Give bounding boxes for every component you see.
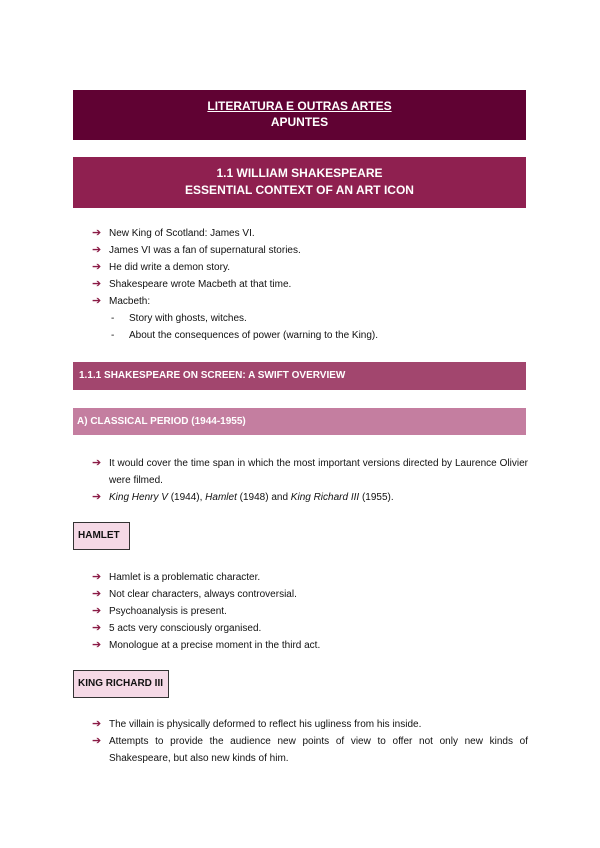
list-item: ➔ New King of Scotland: James VI.	[92, 225, 528, 242]
dash-icon: -	[111, 313, 115, 324]
arrow-right-icon: ➔	[92, 244, 102, 256]
subsection-heading: A) CLASSICAL PERIOD (1944-1955)	[73, 408, 526, 435]
arrow-right-icon: ➔	[92, 588, 102, 600]
list-item: ➔ Hamlet is a problematic character.	[92, 569, 528, 586]
hamlet-bullet-list	[92, 569, 528, 654]
sub-list-item: - Story with ghosts, witches.	[109, 310, 528, 327]
list-item: ➔ Not clear characters, always controversial.	[92, 586, 528, 603]
list-item: ➔ He did write a demon story.	[92, 259, 528, 276]
arrow-right-icon: ➔	[92, 718, 102, 730]
arrow-right-icon: ➔	[92, 491, 102, 503]
arrow-right-icon: ➔	[92, 278, 102, 290]
list-item: ➔ The villain is physically deformed to reflect his ugliness from his inside.	[92, 716, 528, 733]
classical-bullet-list	[92, 455, 528, 506]
list-item: ➔ It would cover the time span in which the most important versions directed by Laurence Olivier were filmed.	[92, 457, 528, 486]
arrow-right-icon: ➔	[92, 295, 102, 307]
arrow-right-icon: ➔	[92, 571, 102, 583]
film-title: Hamlet	[205, 492, 237, 503]
arrow-right-icon: ➔	[92, 605, 102, 617]
list-item: ➔ King Henry V (1944), Hamlet (1948) and King Richard III (1955).	[92, 489, 528, 506]
list-item: ➔ Monologue at a precise moment in the third act.	[92, 637, 528, 654]
list-item: ➔ Psychoanalysis is present.	[92, 603, 528, 620]
arrow-right-icon: ➔	[92, 227, 102, 239]
arrow-right-icon: ➔	[92, 735, 102, 747]
document-title: LITERATURA E OUTRAS ARTES	[207, 99, 392, 113]
chapter-title: 1.1 WILLIAM SHAKESPEARE	[216, 166, 383, 180]
document-title-banner	[73, 90, 526, 140]
film-title: King Richard III	[290, 492, 360, 503]
list-item: ➔ James VI was a fan of supernatural stories.	[92, 242, 528, 259]
list-item: ➔ Shakespeare wrote Macbeth at that time.	[92, 276, 528, 293]
sub-list-item: - About the consequences of power (warning to the King).	[109, 327, 528, 344]
list-item: ➔ Attempts to provide the audience new points of view to offer not only new kinds of Shakespeare, but also new kinds of him.	[92, 735, 528, 764]
dash-icon: -	[111, 330, 115, 341]
macbeth-sub-list	[109, 310, 528, 344]
chapter-banner	[73, 157, 526, 208]
intro-bullet-list	[92, 225, 528, 344]
list-item: ➔ 5 acts very consciously organised.	[92, 620, 528, 637]
arrow-right-icon: ➔	[92, 457, 102, 469]
arrow-right-icon: ➔	[92, 622, 102, 634]
arrow-right-icon: ➔	[92, 261, 102, 273]
film-title: King Henry V	[109, 492, 168, 503]
section-heading: 1.1.1 SHAKESPEARE ON SCREEN: A SWIFT OVERVIEW	[73, 362, 526, 390]
arrow-right-icon: ➔	[92, 639, 102, 651]
king-richard-label: KING RICHARD III	[73, 670, 169, 698]
hamlet-label: HAMLET	[73, 522, 130, 550]
list-item: ➔ Macbeth: - Story with ghosts, witches. - About the consequences of power (warning to the King).	[92, 293, 528, 344]
chapter-subtitle: ESSENTIAL CONTEXT OF AN ART ICON	[185, 183, 414, 197]
richard-bullet-list	[92, 716, 528, 767]
document-subtitle: APUNTES	[270, 115, 329, 129]
